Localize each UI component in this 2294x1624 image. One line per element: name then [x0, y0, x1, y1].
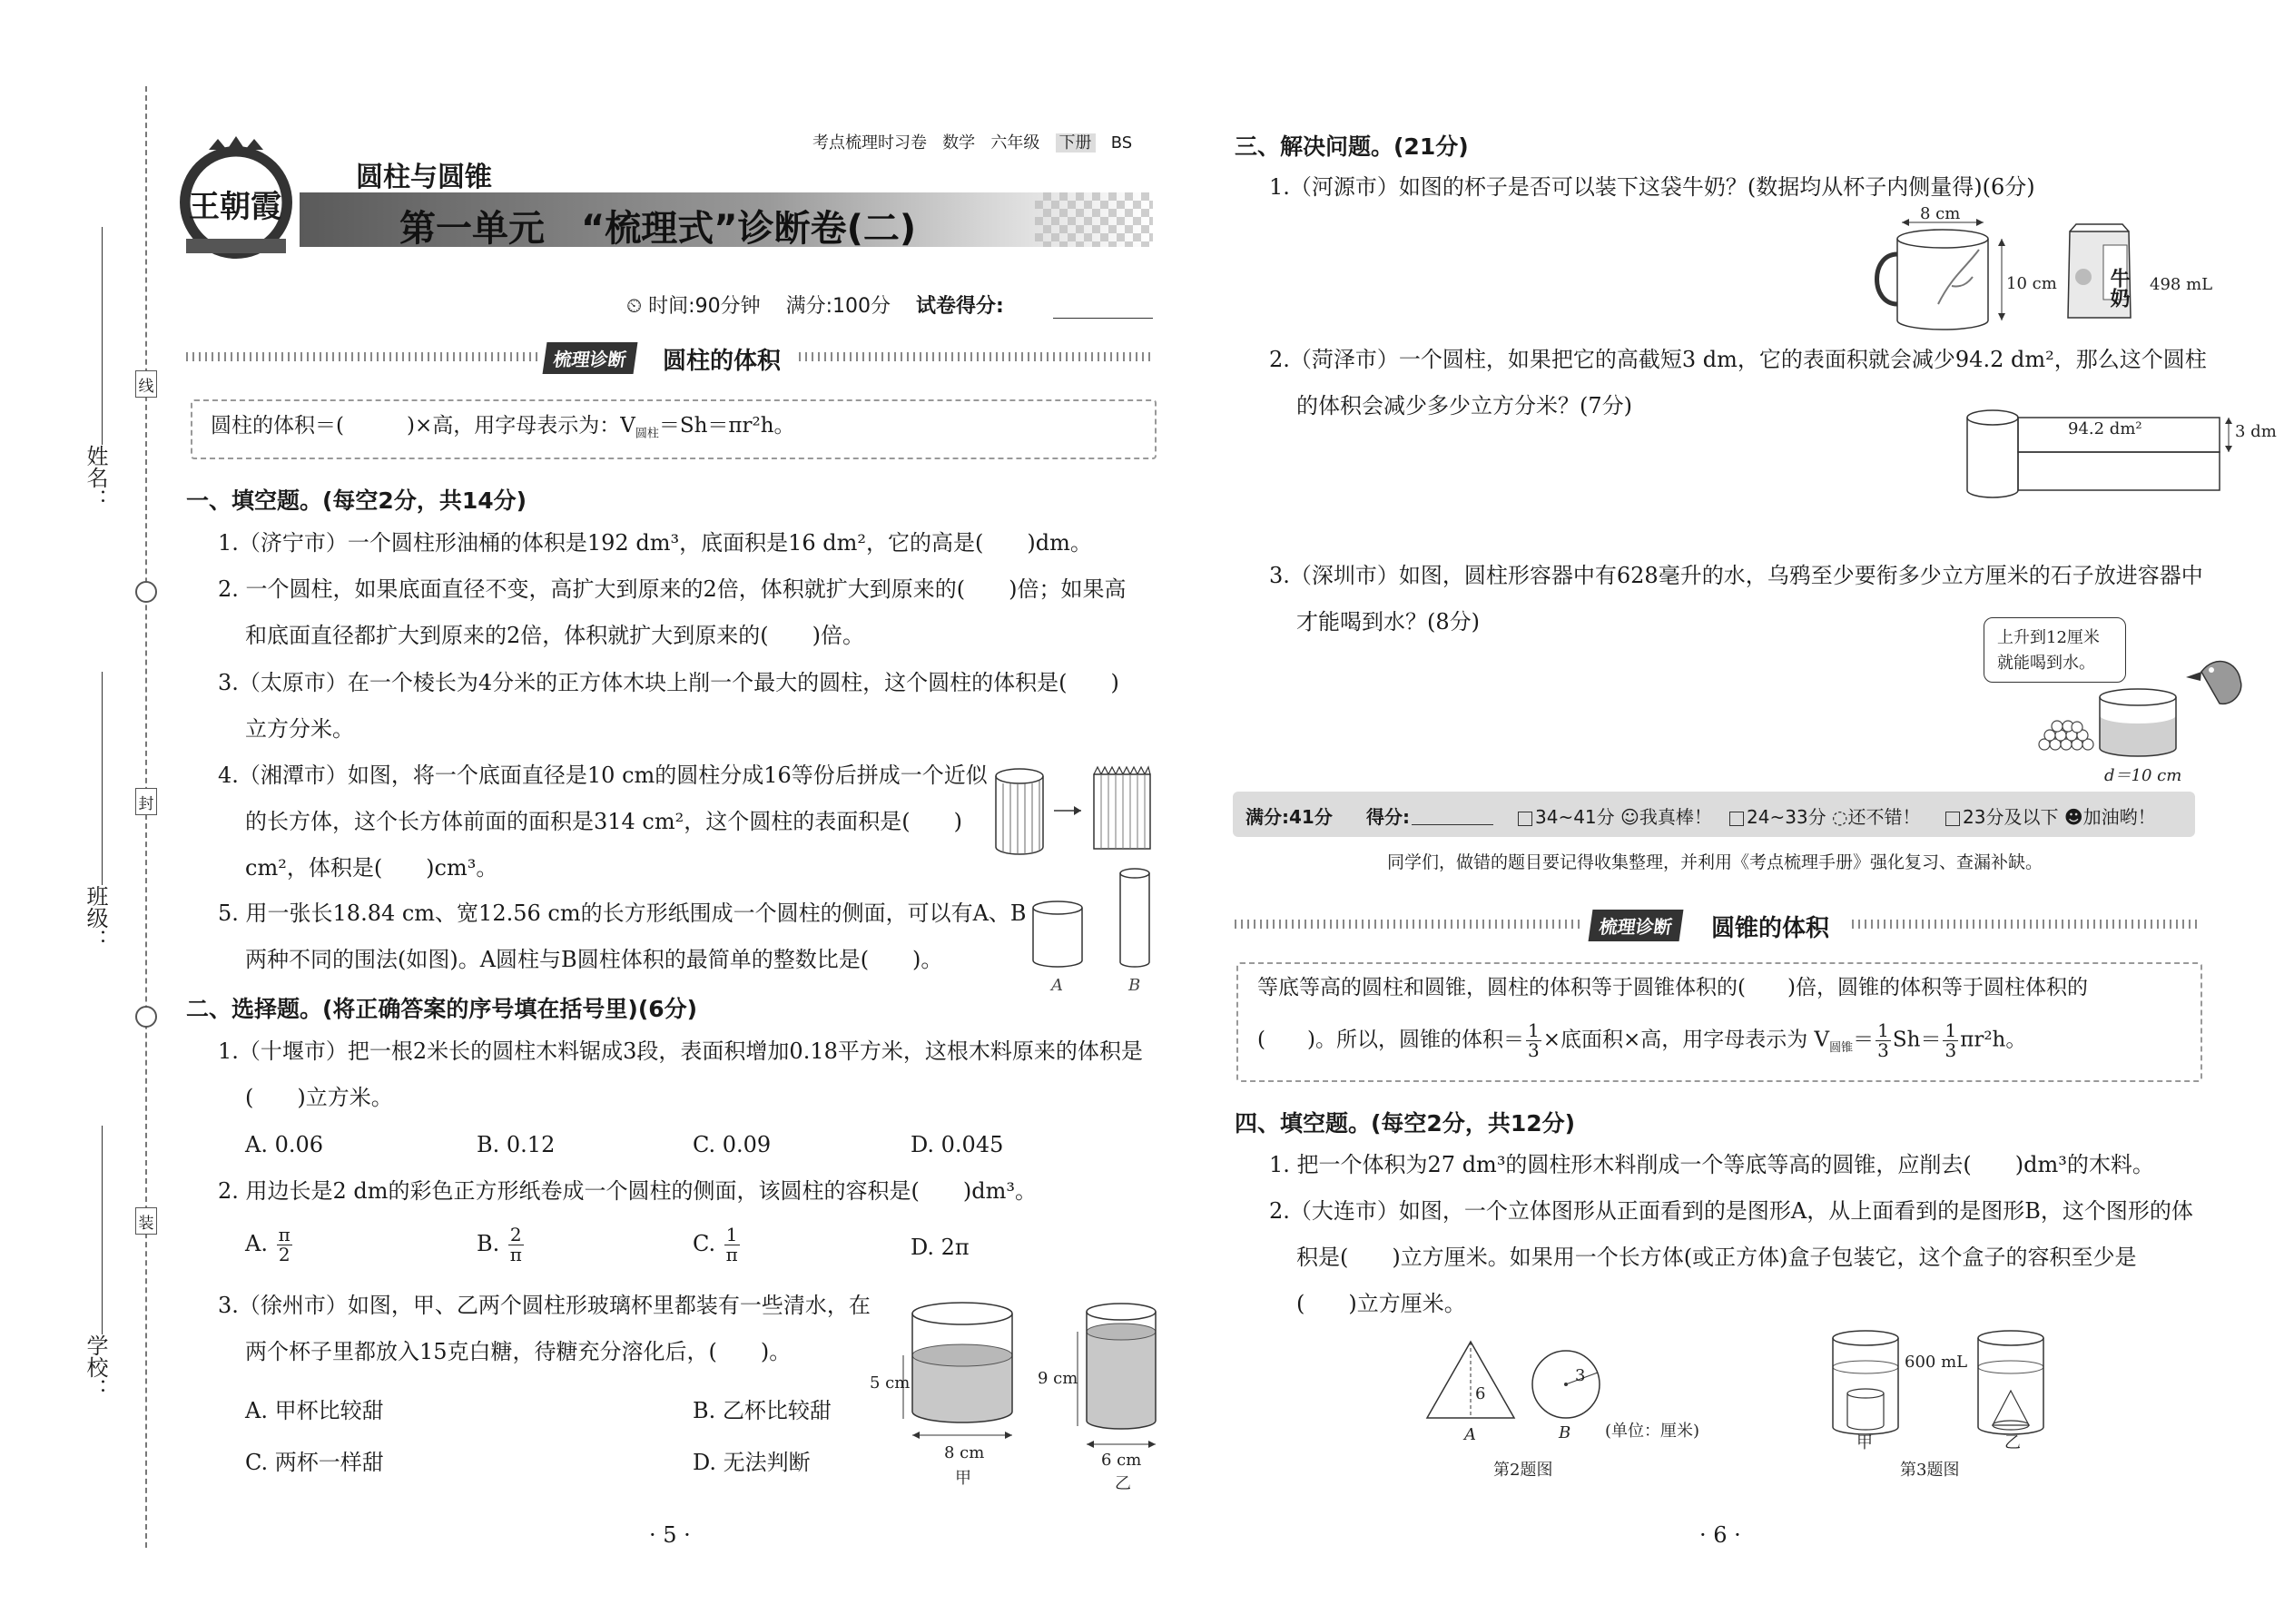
q5-figure	[1030, 862, 1157, 980]
c3-option-c[interactable]: C. 两杯一样甜	[245, 1450, 384, 1475]
section-2-heading: 二、选择题。(将正确答案的序号填在括号里)(6分)	[186, 996, 698, 1022]
c2-option-d[interactable]: D. 2π	[911, 1235, 970, 1260]
mark-seal-box: 封	[135, 788, 157, 815]
p2-text-cont: 的体积会减少多少立方分米？(7分)	[1296, 393, 1632, 418]
smile-icon: ☺	[1620, 806, 1639, 828]
p2-text: 2.（菏泽市）一个圆柱，如果把它的高截短3 dm，它的表面积就会减少94.2 dm²，那么这个圆柱	[1269, 347, 2207, 372]
mark-line-box: 线	[135, 370, 157, 398]
section-tag: 梳理诊断	[543, 342, 638, 374]
page-number-right: · 6 ·	[1699, 1522, 1741, 1548]
fig2-height: 6	[1475, 1384, 1486, 1403]
score-got: 得分:	[1366, 806, 1410, 828]
fig2-unit: (单位：厘米)	[1605, 1422, 1700, 1441]
formula-text: 圆柱的体积＝( )×高，用字母表示为：$V_{圆柱}=Sh=\pi r^2h$。	[211, 414, 795, 441]
c3-n2: 乙	[1115, 1474, 1131, 1493]
edition: BS	[1110, 133, 1133, 153]
q1-text: 1.（济宁市）一个圆柱形油桶的体积是192 dm³，底面积是16 dm²，它的高是( )dm。	[218, 530, 1092, 556]
c1-option-d[interactable]: D. 0.045	[911, 1132, 1004, 1157]
q5-text-cont: 两种不同的围法(如图)。A圆柱与B圆柱体积的最简单的整数比是( )。	[245, 947, 943, 972]
q5-text: 5. 用一张长18.84 cm、宽12.56 cm的长方形纸围成一个圆柱的侧面，可以有A、B	[218, 901, 1027, 926]
neutral-face-icon: ◌	[1832, 806, 1848, 828]
time-limit: 时间:90分钟	[648, 295, 761, 318]
section-tag-2: 梳理诊断	[1589, 910, 1684, 941]
q4-figure	[994, 758, 1157, 862]
score-range-3[interactable]: 23分及以下 ☻加油哟！	[1945, 802, 2156, 829]
milk-label: 牛奶	[2107, 268, 2130, 308]
c3-option-d[interactable]: D. 无法判断	[693, 1450, 811, 1475]
review-tip: 同学们，做错的题目要记得收集整理，并利用《考点梳理手册》强化复习、查漏补缺。	[1387, 852, 2043, 872]
class-line	[102, 672, 103, 885]
q2-text-cont: 和底面直径都扩大到原来的2倍，体积就扩大到原来的( )倍。	[245, 623, 864, 648]
mark-bind-box: 装	[135, 1207, 157, 1235]
c3-h2: 9 cm	[1038, 1369, 1078, 1388]
fig2-label-a: A	[1464, 1425, 1476, 1444]
q5-label-a: A	[1051, 976, 1063, 995]
page-number-left: · 5 ·	[649, 1522, 691, 1548]
p3-diameter: d＝10 cm	[2104, 766, 2182, 785]
score-label: 试卷得分:	[915, 295, 1004, 318]
school-line	[102, 1126, 103, 1334]
p2-height: 3 dm	[2235, 422, 2277, 441]
header-meta	[812, 130, 1132, 153]
c3-h1: 5 cm	[870, 1373, 911, 1393]
c2-option-c[interactable]: C. $\frac{1}{\pi}$	[693, 1224, 738, 1265]
c2-option-a[interactable]: A. $\frac{\pi}{2}$	[245, 1224, 290, 1265]
q3-text-cont: 立方分米。	[245, 716, 354, 742]
r2-text-cont2: ( )立方厘米。	[1296, 1291, 1466, 1316]
tag-hatch-right-2	[1852, 920, 2201, 929]
c3-d1: 8 cm	[944, 1443, 985, 1462]
q5-label-b: B	[1128, 976, 1141, 995]
c3-option-a[interactable]: A. 甲杯比较甜	[245, 1398, 384, 1423]
c2-text: 2. 用边长是2 dm的彩色正方形纸卷成一个圆柱的侧面，该圆柱的容积是( )dm³。	[218, 1178, 1038, 1204]
term: 下册	[1056, 133, 1096, 153]
unit-topic: 圆柱与圆锥	[356, 162, 492, 193]
fig3-label-1: 甲	[1856, 1433, 1873, 1452]
q3-text: 3.（太原市）在一个棱长为4分米的正方体木块上削一个最大的圆柱，这个圆柱的体积是( )	[218, 670, 1119, 695]
p1-height: 10 cm	[2006, 274, 2057, 293]
fig2-caption: 第2题图	[1493, 1461, 1553, 1480]
c2-option-b[interactable]: B. $\frac{2}{\pi}$	[477, 1224, 522, 1265]
banner-checker	[1035, 192, 1153, 247]
school-label: 学校：	[83, 1334, 108, 1400]
tag-hatch-left	[186, 352, 540, 361]
c3-d2: 6 cm	[1101, 1451, 1142, 1470]
exam-info	[626, 293, 1004, 320]
binding-hole-icon	[135, 581, 157, 603]
section-3-heading: 三、解决问题。(21分)	[1235, 133, 1469, 160]
p3-text-cont: 才能喝到水？(8分)	[1296, 609, 1480, 635]
cheer-face-icon: ☻	[2063, 806, 2083, 828]
c1-option-b[interactable]: B. 0.12	[477, 1132, 556, 1157]
fig3-volume: 600 mL	[1905, 1353, 1968, 1372]
c3-text: 3.（徐州市）如图，甲、乙两个圆柱形玻璃杯里都装有一些清水，在	[218, 1293, 871, 1318]
section-topic: 圆柱的体积	[663, 348, 782, 375]
p2-figure	[1965, 399, 2238, 504]
class-label: 班级：	[83, 885, 108, 950]
formula2-line2: ( )。所以，圆锥的体积＝ $\frac{1}{3}$ ×底面积×高，用字母表示为 $V_{圆锥}=$ $\frac{1}{3}$ Sh＝ $\frac{1}{3}$ πr²h。	[1257, 1019, 2027, 1061]
section-1-heading: 一、填空题。(每空2分，共14分)	[186, 487, 527, 514]
tag-hatch-left-2	[1235, 920, 1584, 929]
fig3-label-2: 乙	[2004, 1433, 2021, 1452]
fig3-caption: 第3题图	[1900, 1461, 1960, 1480]
p3-text: 3.（深圳市）如图，圆柱形容器中有628毫升的水，乌鸦至少要衔多少立方厘米的石子放进容器中	[1269, 563, 2203, 588]
score-range-1[interactable]: 34~41分 ☺我真棒！	[1518, 802, 1712, 829]
c3-option-b[interactable]: B. 乙杯比较甜	[693, 1398, 832, 1423]
binding-dash-line	[145, 86, 147, 1548]
grade: 六年级	[990, 133, 1040, 153]
full-score: 满分:100分	[785, 295, 891, 318]
c1-text: 1.（十堰市）把一根2米长的圆柱木料锯成3段，表面积增加0.18平方米，这根木料原来的体积是	[218, 1038, 1143, 1064]
score-range-2[interactable]: 24~33分 ◌还不错！	[1729, 802, 1920, 829]
section-4-heading: 四、填空题。(每空2分，共12分)	[1235, 1110, 1576, 1137]
q4-text-cont: 的长方体，这个长方体前面的面积是314 cm²，这个圆柱的表面积是( )	[245, 809, 962, 834]
p3-figure	[2033, 635, 2247, 763]
p1-text: 1.（河源市）如图的杯子是否可以装下这袋牛奶？(数据均从杯子内侧量得)(6分)	[1269, 174, 2035, 200]
p1-diameter: 8 cm	[1920, 204, 1961, 223]
p2-area: 94.2 dm²	[2068, 419, 2142, 438]
subject: 数学	[942, 133, 976, 153]
q2-text: 2. 一个圆柱，如果底面直径不变，高扩大到原来的2倍，体积就扩大到原来的( )倍；如果高	[218, 576, 1127, 602]
score-blank-line[interactable]	[1053, 318, 1153, 319]
fig2-radius: 3	[1575, 1366, 1586, 1385]
p3-bubble-line2: 就能喝到水。	[1997, 654, 2095, 673]
r2-text: 2.（大连市）如图，一个立体图形从正面看到的是图形A，从上面看到的是图形B，这个图形的体	[1269, 1198, 2193, 1224]
fig2-label-b: B	[1559, 1423, 1571, 1442]
score-got-blank[interactable]	[1412, 824, 1493, 825]
p1-volume: 498 mL	[2150, 275, 2213, 294]
section-topic-2: 圆锥的体积	[1711, 915, 1830, 942]
c1-option-a[interactable]: A. 0.06	[245, 1132, 324, 1157]
page-title: 第一单元 “梳理式”诊断卷(二)	[399, 208, 917, 250]
c1-option-c[interactable]: C. 0.09	[693, 1132, 772, 1157]
c3-n1: 甲	[955, 1469, 971, 1488]
r1-text: 1. 把一个体积为27 dm³的圆柱形木料削成一个等底等高的圆锥，应削去( )dm³的木料。	[1269, 1152, 2154, 1177]
r2-text-cont: 积是( )立方厘米。如果用一个长方体(或正方体)盒子包装它，这个盒子的容积至少是	[1296, 1245, 2137, 1270]
score-full: 满分:41分	[1245, 806, 1333, 828]
c1-text-cont: ( )立方米。	[245, 1085, 393, 1110]
name-label: 姓名：	[83, 445, 108, 510]
clock-icon: ⏲	[626, 295, 643, 318]
p1-figure	[1866, 204, 2213, 340]
logo-text: 王朝霞	[189, 189, 281, 225]
binding-hole-icon	[135, 1006, 157, 1028]
p3-bubble-line1: 上升到12厘米	[1997, 628, 2100, 647]
c3-text-cont: 两个杯子里都放入15克白糖，待糖充分溶化后，( )。	[245, 1339, 792, 1364]
q4-text: 4.（湘潭市）如图，将一个底面直径是10 cm的圆柱分成16等份后拼成一个近似	[218, 763, 988, 788]
series-name: 考点梳理时习卷	[812, 133, 927, 153]
formula2-line1: 等底等高的圆柱和圆锥，圆柱的体积等于圆锥体积的( )倍，圆锥的体积等于圆柱体积的	[1257, 976, 2088, 999]
name-line	[102, 227, 103, 445]
tag-hatch-right	[799, 352, 1153, 361]
q4-text-cont2: cm²，体积是( )cm³。	[245, 855, 498, 881]
